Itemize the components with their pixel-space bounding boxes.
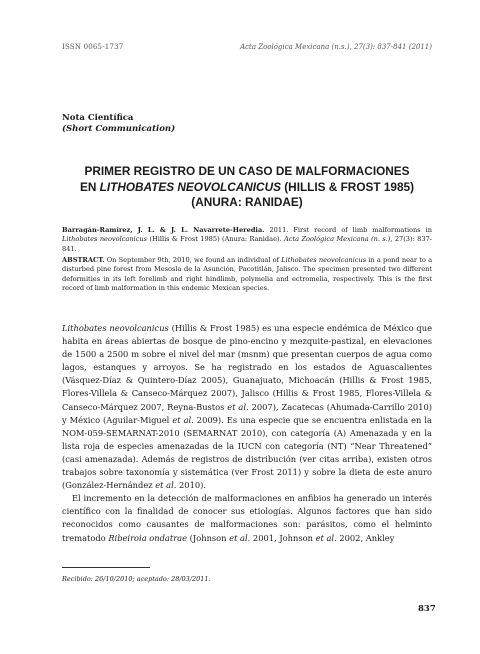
citation: Barragán-Ramírez, J. L. & J. L. Navarrete-Heredia. 2011. First record of limb malformations in Lithobates neovolcanicus (Hillis & Frost 1985) (Anura: Ranidae). Acta Zoológica Mexicana (n. s.), 27(3): 837-841. <box>62 226 432 253</box>
citation-journal: Acta Zoológica Mexicana (n. s.), <box>284 235 393 244</box>
body-paragraph-2: El incremento en la detección de malformaciones en anfibios ha generado un interés científico con la finalidad de conocer sus etiologías. Algunos factores que han sido reconocidos como causantes de malformaciones son: parásitos, como el helminto trematodo Ribeiroia ondatrae (Johnson et al. 2001, Johnson et al. 2002, Ankley <box>62 493 432 543</box>
citation-species: Lithobates neovolcanicus <box>62 235 148 244</box>
citation-authors: Barragán-Ramírez, J. L. & J. L. Navarrete-Heredia. <box>62 226 265 234</box>
footnote-rule <box>62 567 150 568</box>
article-title <box>62 164 432 211</box>
article-body <box>62 322 432 545</box>
page-number: 837 <box>418 604 436 614</box>
title-line-2: EN LITHOBATES NEOVOLCANICUS (HILLIS & FROST 1985) <box>79 179 415 194</box>
note-sublabel: (Short Communication) <box>62 124 176 134</box>
abstract-species: Lithobates neovolcanicus <box>281 256 367 264</box>
title-line-3: (ANURA: RANIDAE) <box>191 195 303 209</box>
title-line-1: PRIMER REGISTRO DE UN CASO DE MALFORMACIONES <box>84 164 410 178</box>
citation-volume: 27(3): 837-841. <box>62 235 432 253</box>
received-dates: Recibido: 26/10/2010; aceptado: 28/03/2011. <box>62 575 211 583</box>
abstract-label: ABSTRACT. <box>62 256 105 264</box>
note-label: Nota Científica <box>62 113 134 123</box>
abstract: ABSTRACT. On September 9th, 2010, we found an individual of Lithobates neovolcanicus in a pond near to a disturbed pine forest from Mesosla de la Asunción, Pacotitlán, Jalisco. The specimen presented two different deformities in its left forelimb and right hindlimb, polymelia and ectromelia, respectively. This is the first record of limb malformation in this endemic Mexican species. <box>62 256 433 292</box>
body-paragraph-1: Lithobates neovolcanicus (Hillis & Frost 1985) es una especie endémica de México que habita en áreas abiertas de bosque de pino-encino y mezquite-pastizal, en elevaciones de 1500 a 2500 m sobre el nivel del mar (msnm) que presentan cuerpos de agua como lagos, estanques y arroyos. Se ha registrado en los estados de Aguascalientes (Vásquez-Díaz & Quintero-Díaz 2005), Guanajuato, Michoacán (Hillis & Frost 1985, Flores-Villela & Canseco-Márquez 2007), Jalisco (Hillis & Frost 1985, Flores-Villela & Canseco-Márquez 2007, Reyna-Bustos et al. 2007), Zacatecas (Ahumada-Carrillo 2010) y México (Aguilar-Miguel et al. 2009). Es una especie que se encuentra enlistada en la NOM-059-SEMARNAT-2010 (SEMARNAT 2010), con categoría (A) Amenazada y en la lista roja de especies amenazadas de la IUCN con categoría (NT) “Near Threatened” (casi amenazada). Además de registros de distribución (ver citas arriba), existen otros trabajos sobre taxonomía y sistemática (ver Frost 2011) y sobre la dieta de este anuro (González-Hernández et al. 2010). <box>62 323 432 491</box>
journal-reference: Acta Zoológica Mexicana (n.s.), 27(3): 837-841 (2011) <box>240 43 432 51</box>
title-species: LITHOBATES NEOVOLCANICUS <box>99 179 281 194</box>
issn: ISSN 0065-1737 <box>62 43 124 51</box>
